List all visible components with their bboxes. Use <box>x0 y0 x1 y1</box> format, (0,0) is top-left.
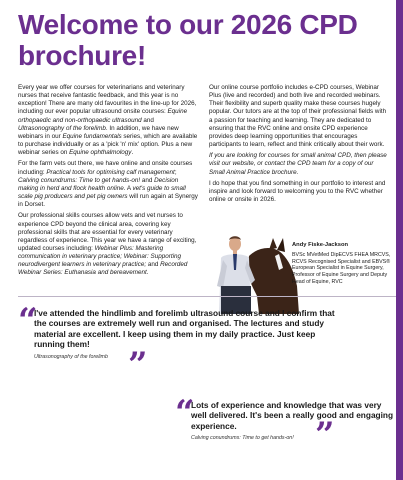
page-title: Welcome to our 2026 CPD brochure! <box>18 9 358 71</box>
section-divider <box>18 296 396 297</box>
side-accent-bar <box>396 0 403 480</box>
author-caption <box>292 242 394 286</box>
testimonial-2 <box>175 393 395 455</box>
open-quote-icon: “ <box>175 393 195 433</box>
author-name: Andy Fiske-Jackson <box>292 242 349 248</box>
author-photo <box>209 226 299 314</box>
testimonial-source: Calving conundrums: Time to get hands-on! <box>191 435 294 442</box>
testimonial-source: Ultrasonography of the forelimb <box>34 353 108 360</box>
paragraph-equine: Every year we offer courses for veterinarians and veterinary nurses that receive fantastic feedback, and this year is no exception! There are many old favourites in the line-up for 2026, including our ever popular ultrasound onsite courses: Equine orthopaedic and non-orthopaedic ultrasound and Ultrasonography of the forelimb. In addition, we have new webinars in our Equine fundamentals series, which are available to purchase individually or as a 'pick 'n' mix' option. Plus a new webinar series on Equine ophthalmology. <box>18 84 198 157</box>
close-quote-icon: ” <box>315 415 335 455</box>
testimonial-1 <box>18 301 338 385</box>
paragraph-closing: I do hope that you find something in our portfolio to interest and inspire and look forward to welcoming you to the RVC whether online or onsite in 2026. <box>209 179 386 204</box>
paragraph-professional-skills: Our professional skills courses allow vets and vet nurses to experience CPD beyond the clinical area, covering key professional skills that are essential for every veterinary regardless of experience. This year we have a range of exciting, updated courses including: Webinar Plus: Mastering communication in veterinary practice; Webinar: Supporting neurodivergent learners in veterinary practice; and Recorded Webinar Series: Euthanasia and bereavement. <box>18 212 197 277</box>
close-quote-icon: ” <box>128 345 148 385</box>
paragraph-farm: For the farm vets out there, we have online and onsite courses including: Practical tools for optimising calf management; Calving conundrums: Time to get hands-on! and Decision making in herd and flock health online. A vet's guide to small scale pig producers and pet pig owners will run again at Synergy in Dorset. <box>18 160 198 209</box>
paragraph-small-animal: If you are looking for courses for small animal CPD, then please visit our website, or contact the CPD team for a copy of our Small Animal Practice brochure. <box>209 152 387 176</box>
intro-left-column <box>18 84 198 281</box>
testimonial-text: Lots of experience and knowledge that was very well delivered. It's been a really good and engaging experience. <box>191 400 394 431</box>
open-quote-icon: “ <box>18 301 38 341</box>
testimonial-text: I've attended the hindlimb and forelimb ultrasound course and I confirm that the courses are extremely well run and organised. The lectures and study material are excellent. I keep using them in my daily practice. Just keep running them! <box>34 308 335 350</box>
intro-right-column <box>209 84 389 207</box>
author-credentials: BVSc MVetMed DipECVS FHEA MRCVS, RCVS Recognised Specialist and EBVS® European Specialist in Equine Surgery, Professor of Equine Surgery and Deputy Head of Equine, RVC <box>292 251 391 285</box>
paragraph-online: Our online course portfolio includes e-CPD courses, Webinar Plus (live and recorded) and both live and recorded webinars. Their flexibility and superb quality make these courses hugely popular. Our tutors are at the top of their professional fields with a passion for teaching and learning. They are dedicated to ensuring that the RVC online and onsite CPD experience provides deep learning opportunities that encourages participants to learn, reflect and think critically about their work. <box>209 84 387 149</box>
